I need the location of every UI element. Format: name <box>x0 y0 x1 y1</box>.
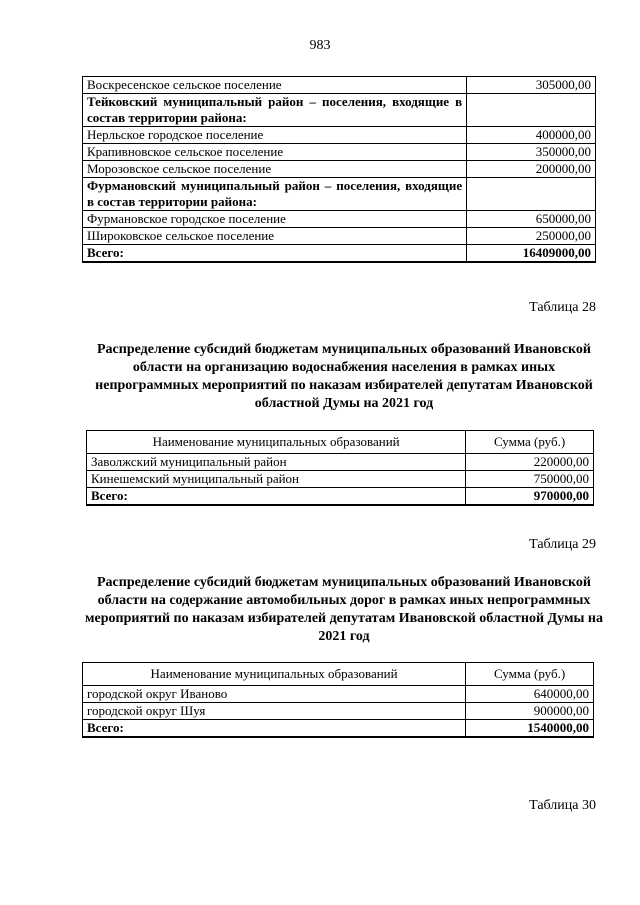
total-row <box>83 245 596 263</box>
table-29-title: Распределение субсидий бюджетам муниципальных образований Ивановской области на содержание автомобильных дорог в рамках иных непрограммных мероприятий по наказам избирателей депутатам Ивановской областной Думы на 2021 год <box>85 575 603 644</box>
table-row-group-header <box>83 94 596 127</box>
row-sum: 750000,00 <box>466 471 594 488</box>
row-name: Нерльское городское поселение <box>83 127 467 144</box>
row-sum <box>467 94 596 127</box>
row-name: Воскресенское сельское поселение <box>83 77 467 94</box>
row-sum: 400000,00 <box>467 127 596 144</box>
row-sum: 350000,00 <box>467 144 596 161</box>
row-name: Крапивновское сельское поселение <box>83 144 467 161</box>
total-label: Всего: <box>83 245 467 263</box>
total-label: Всего: <box>83 720 466 738</box>
header-sum: Сумма (руб.) <box>466 431 594 454</box>
total-row <box>87 488 594 506</box>
table-row <box>83 211 596 228</box>
row-name: Широковское сельское поселение <box>83 228 467 245</box>
row-sum <box>467 178 596 211</box>
row-name: Фурмановский муниципальный район – поселения, входящие в состав территории района: <box>83 178 467 211</box>
table-row <box>83 228 596 245</box>
total-row <box>83 720 594 738</box>
table-28-title: Распределение субсидий бюджетам муниципальных образований Ивановской области на организацию водоснабжения населения в рамках иных непрограммных мероприятий по наказам избирателей депутатам Ивановской областной Думы на 2021 год <box>95 342 593 411</box>
header-name: Наименование муниципальных образований <box>83 663 466 686</box>
table-29 <box>82 662 594 738</box>
page-number: 983 <box>309 38 331 53</box>
table-row <box>83 127 596 144</box>
table-row <box>87 454 594 471</box>
table-row <box>83 703 594 720</box>
row-sum: 200000,00 <box>467 161 596 178</box>
row-name: Фурмановское городское поселение <box>83 211 467 228</box>
row-sum: 305000,00 <box>467 77 596 94</box>
table-row <box>83 144 596 161</box>
row-name: Кинешемский муниципальный район <box>87 471 466 488</box>
row-name: Тейковский муниципальный район – поселения, входящие в состав территории района: <box>83 94 467 127</box>
table-row <box>83 161 596 178</box>
table-28-label: Таблица 28 <box>529 300 596 315</box>
row-sum: 220000,00 <box>466 454 594 471</box>
row-name: Морозовское сельское поселение <box>83 161 467 178</box>
table-row-group-header <box>83 178 596 211</box>
total-sum: 16409000,00 <box>467 245 596 263</box>
table-row <box>83 77 596 94</box>
header-name: Наименование муниципальных образований <box>87 431 466 454</box>
table-row <box>87 471 594 488</box>
table-30-label: Таблица 30 <box>529 798 596 813</box>
total-sum: 970000,00 <box>466 488 594 506</box>
table-28 <box>86 430 594 506</box>
row-name: городской округ Иваново <box>83 686 466 703</box>
row-name: Заволжский муниципальный район <box>87 454 466 471</box>
row-sum: 250000,00 <box>467 228 596 245</box>
total-label: Всего: <box>87 488 466 506</box>
table-row <box>83 686 594 703</box>
table-header-row <box>87 431 594 454</box>
row-sum: 640000,00 <box>466 686 594 703</box>
continuation-table <box>82 76 596 263</box>
row-sum: 900000,00 <box>466 703 594 720</box>
row-sum: 650000,00 <box>467 211 596 228</box>
row-name: городской округ Шуя <box>83 703 466 720</box>
total-sum: 1540000,00 <box>466 720 594 738</box>
table-header-row <box>83 663 594 686</box>
header-sum: Сумма (руб.) <box>466 663 594 686</box>
table-29-label: Таблица 29 <box>529 537 596 552</box>
